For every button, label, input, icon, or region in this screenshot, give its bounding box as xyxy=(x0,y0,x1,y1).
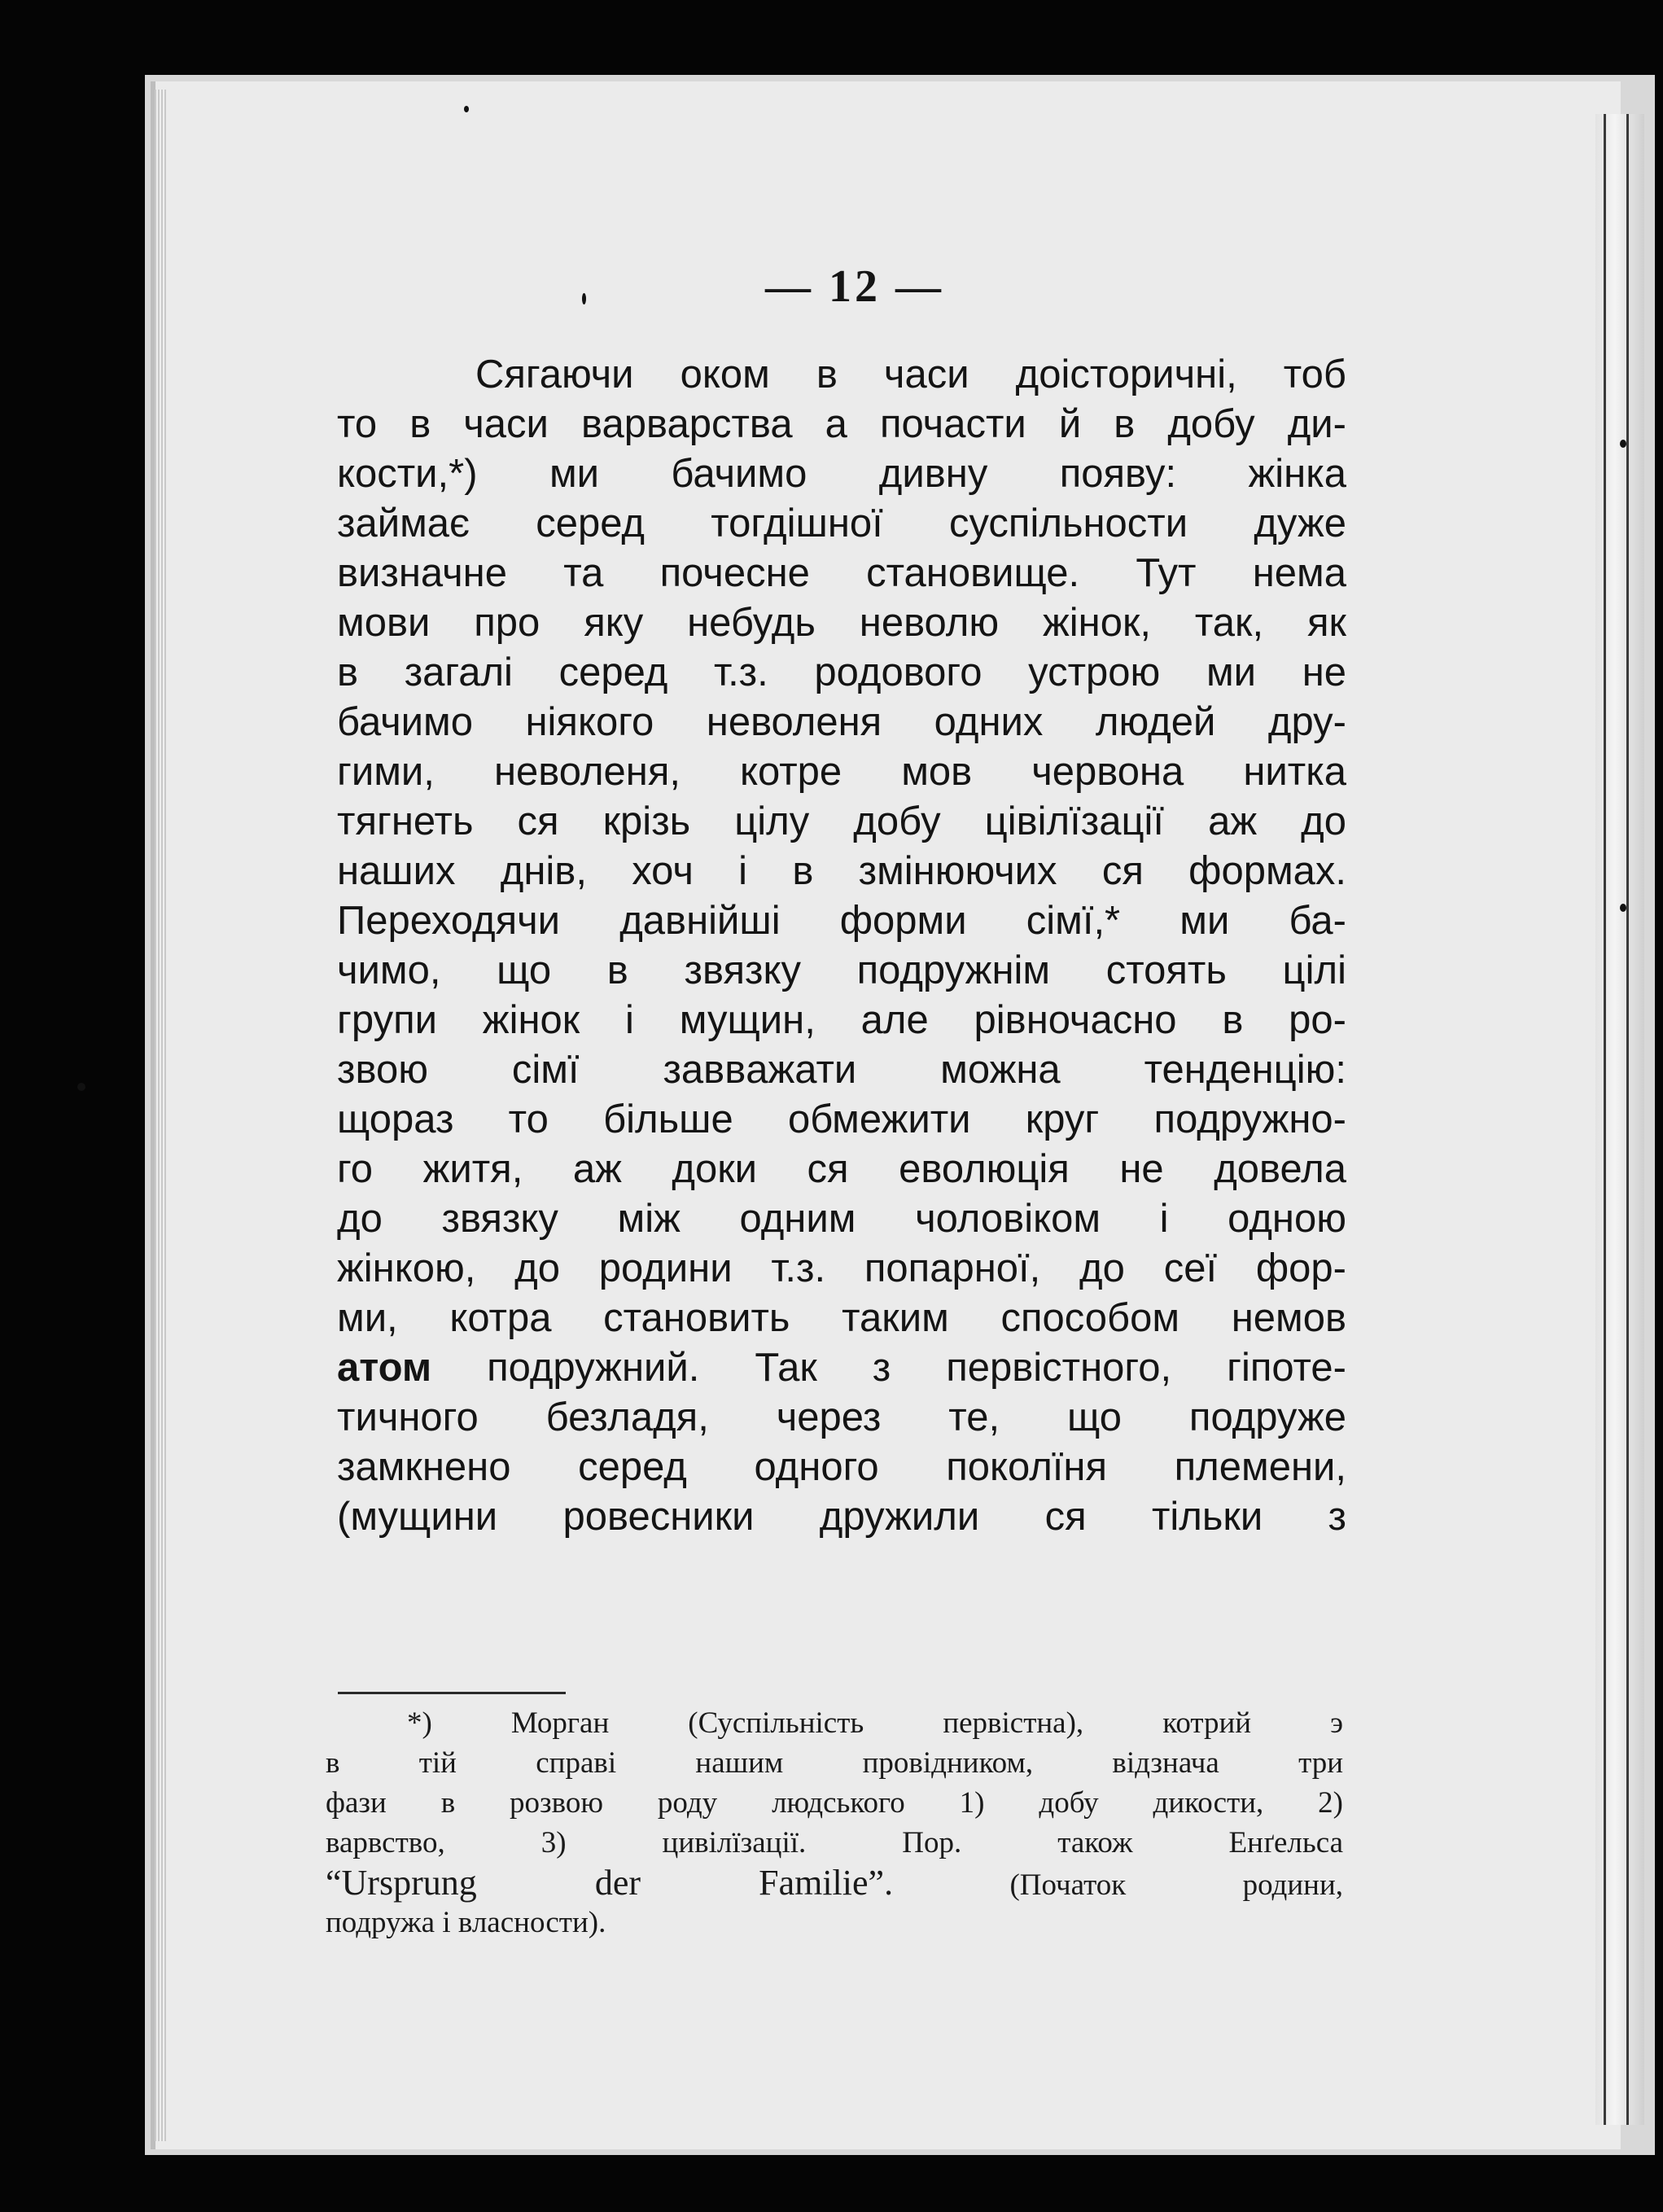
page-leaf-edges xyxy=(155,90,166,2141)
text-line: гими, неволеня, котре мов червона нитка xyxy=(337,750,1346,794)
text-line: Переходячи давнійші форми сімї,* ми ба- xyxy=(337,899,1346,943)
footnote-line: *) Морган (Суспільність первістна), котрий э xyxy=(407,1706,1343,1740)
text-line: ми, котра становить таким способом немов xyxy=(337,1296,1346,1340)
scan-speck xyxy=(464,106,469,112)
text-line: то в часи варварства а почасти й в добу ди- xyxy=(337,402,1346,446)
footnote-line: подружа і власности). xyxy=(326,1906,606,1939)
footnote xyxy=(326,1703,1343,1943)
text-line: в загалі серед т.з. родового устрою ми не xyxy=(337,650,1346,694)
text-line: тичного безладя, через те, що подруже xyxy=(337,1395,1346,1439)
text-line: тягнеть ся крізь цілу добу цівілїзації аж до xyxy=(337,799,1346,843)
text-line: Сягаючи оком в часи доісторичні, тоб xyxy=(475,353,1346,396)
text-line: жінкою, до родини т.з. попарної, до сеї фор- xyxy=(337,1246,1346,1290)
text-line: мови про яку небудь неволю жінок, так, як xyxy=(337,601,1346,645)
footnote-book-title: “Ursprung der Familie”. xyxy=(326,1863,894,1903)
footnote-fragment: (Початок родини, xyxy=(1009,1868,1344,1902)
text-line: чимо, що в звязку подружнім стоять цілі xyxy=(337,948,1346,992)
text-line: наших днів, хоч і в змінюючих ся формах. xyxy=(337,849,1346,893)
page-number: — 12 — xyxy=(765,261,944,312)
footnote-line: варвство, 3) цивілїзації. Пор. також Енґельса xyxy=(326,1826,1343,1859)
text-fragment: подружний. Так з первістного, гіпоте- xyxy=(431,1346,1346,1390)
scan-speck xyxy=(582,293,586,304)
text-line: замкнено серед одного поколїня племени, xyxy=(337,1445,1346,1489)
footnote-rule xyxy=(338,1692,566,1694)
text-line: визначне та почесне становище. Тут нема xyxy=(337,551,1346,595)
text-line: го житя, аж доки ся еволюція не довела xyxy=(337,1147,1346,1191)
footnote-line-with-title xyxy=(326,1863,1343,1903)
text-line-with-bold xyxy=(337,1343,1346,1393)
footnote-line: в тій справі нашим провідником, відзнача три xyxy=(326,1746,1343,1780)
right-page-edge xyxy=(1595,114,1644,2125)
text-line: бачимо ніякого неволеня одних людей дру- xyxy=(337,700,1346,744)
body-text xyxy=(337,350,1346,1542)
text-line: щораз то більше обмежити круг подружно- xyxy=(337,1097,1346,1141)
text-line: групи жінок і мущин, але рівночасно в ро- xyxy=(337,998,1346,1042)
scan-speck xyxy=(1620,440,1626,448)
bold-word: атом xyxy=(337,1346,432,1390)
text-line: звою сімї заввaжати можна тенденцію: xyxy=(337,1048,1346,1092)
footnote-line: фази в розвою роду людського 1) добу дикости, 2) xyxy=(326,1786,1343,1820)
scan-speck xyxy=(1620,904,1626,912)
text-line: займає серед тогдішної суспільности дуже xyxy=(337,502,1346,545)
scan-speck xyxy=(77,1083,85,1091)
text-line: до звязку між одним чоловіком і одною xyxy=(337,1197,1346,1241)
text-line: (мущини ровесники дружили ся тільки з xyxy=(337,1495,1346,1539)
text-line: кости,*) ми бачимо дивну появу: жінка xyxy=(337,452,1346,496)
